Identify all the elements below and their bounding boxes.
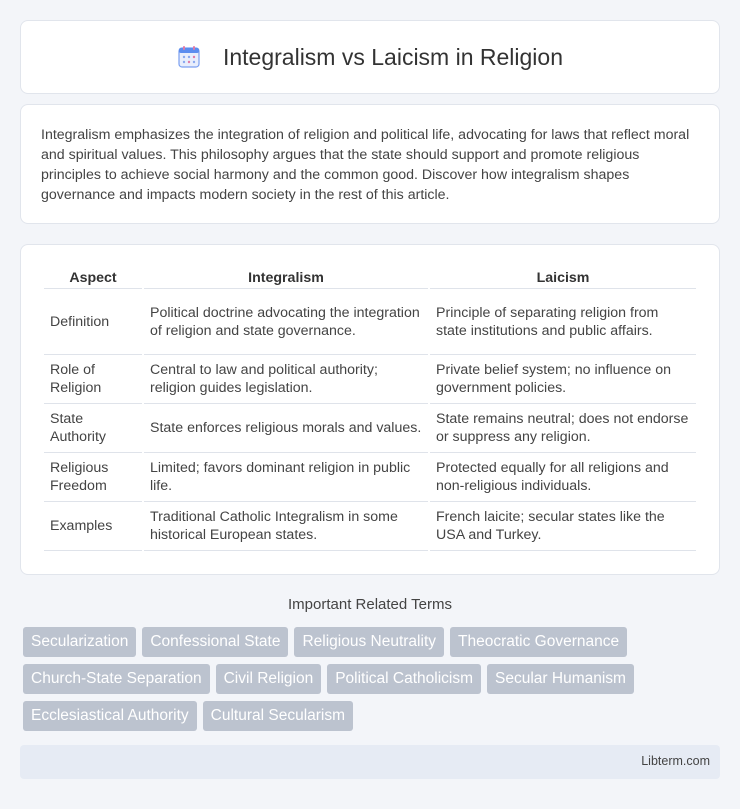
term-tag[interactable]: Civil Religion (216, 664, 322, 694)
row-aspect: Definition (44, 289, 142, 355)
row-aspect: Role of Religion (44, 355, 142, 404)
header-aspect: Aspect (44, 265, 142, 289)
term-tag[interactable]: Theocratic Governance (450, 627, 627, 657)
page-title: Integralism vs Laicism in Religion (222, 43, 563, 70)
row-integralism: State enforces religious morals and values. (144, 404, 428, 453)
term-tag[interactable]: Ecclesiastical Authority (23, 701, 197, 731)
row-aspect: State Authority (44, 404, 142, 453)
footer-site-link[interactable]: Libterm.com (641, 754, 710, 768)
term-tag[interactable]: Secularization (23, 627, 136, 657)
row-aspect: Examples (44, 502, 142, 551)
row-laicism: Protected equally for all religions and non-religious individuals. (430, 453, 696, 502)
related-terms-list (23, 627, 723, 731)
term-tag[interactable]: Church-State Separation (23, 664, 210, 694)
row-aspect: Religious Freedom (44, 453, 142, 502)
row-integralism: Limited; favors dominant religion in public life. (144, 453, 428, 502)
term-tag[interactable]: Cultural Secularism (203, 701, 353, 731)
table-row (44, 502, 696, 551)
related-terms-title: Important Related Terms (288, 596, 452, 613)
comparison-table-card (20, 244, 720, 575)
table-row (44, 453, 696, 502)
row-laicism: Private belief system; no influence on government policies. (430, 355, 696, 404)
title-wrap (177, 44, 563, 71)
term-tag[interactable]: Secular Humanism (487, 664, 634, 694)
row-laicism: French laicite; secular states like the USA and Turkey. (430, 502, 696, 551)
comparison-table (42, 265, 698, 551)
table-header-row (44, 265, 696, 289)
row-integralism: Political doctrine advocating the integration of religion and state governance. (144, 289, 428, 355)
table-row (44, 355, 696, 404)
table-row (44, 404, 696, 453)
term-tag[interactable]: Religious Neutrality (294, 627, 444, 657)
row-integralism: Traditional Catholic Integralism in some historical European states. (144, 502, 428, 551)
row-laicism: State remains neutral; does not endorse or suppress any religion. (430, 404, 696, 453)
calendar-icon (177, 45, 201, 69)
term-tag[interactable]: Political Catholicism (327, 664, 481, 694)
row-integralism: Central to law and political authority; religion guides legislation. (144, 355, 428, 404)
title-card (20, 20, 720, 94)
intro-card (20, 104, 720, 224)
footer (20, 745, 720, 779)
term-tag[interactable]: Confessional State (142, 627, 288, 657)
row-laicism: Principle of separating religion from state institutions and public affairs. (430, 289, 696, 355)
intro-text: Integralism emphasizes the integration of religion and political life, advocating for laws that reflect moral and spiritual values. This philosophy argues that the state should support and promote religious principles to achieve social harmony and the common good. Discover how integralism shapes governance and impacts modern society in the rest of this article. (41, 127, 690, 203)
header-integralism: Integralism (144, 265, 428, 289)
table-row (44, 289, 696, 355)
header-laicism: Laicism (430, 265, 696, 289)
